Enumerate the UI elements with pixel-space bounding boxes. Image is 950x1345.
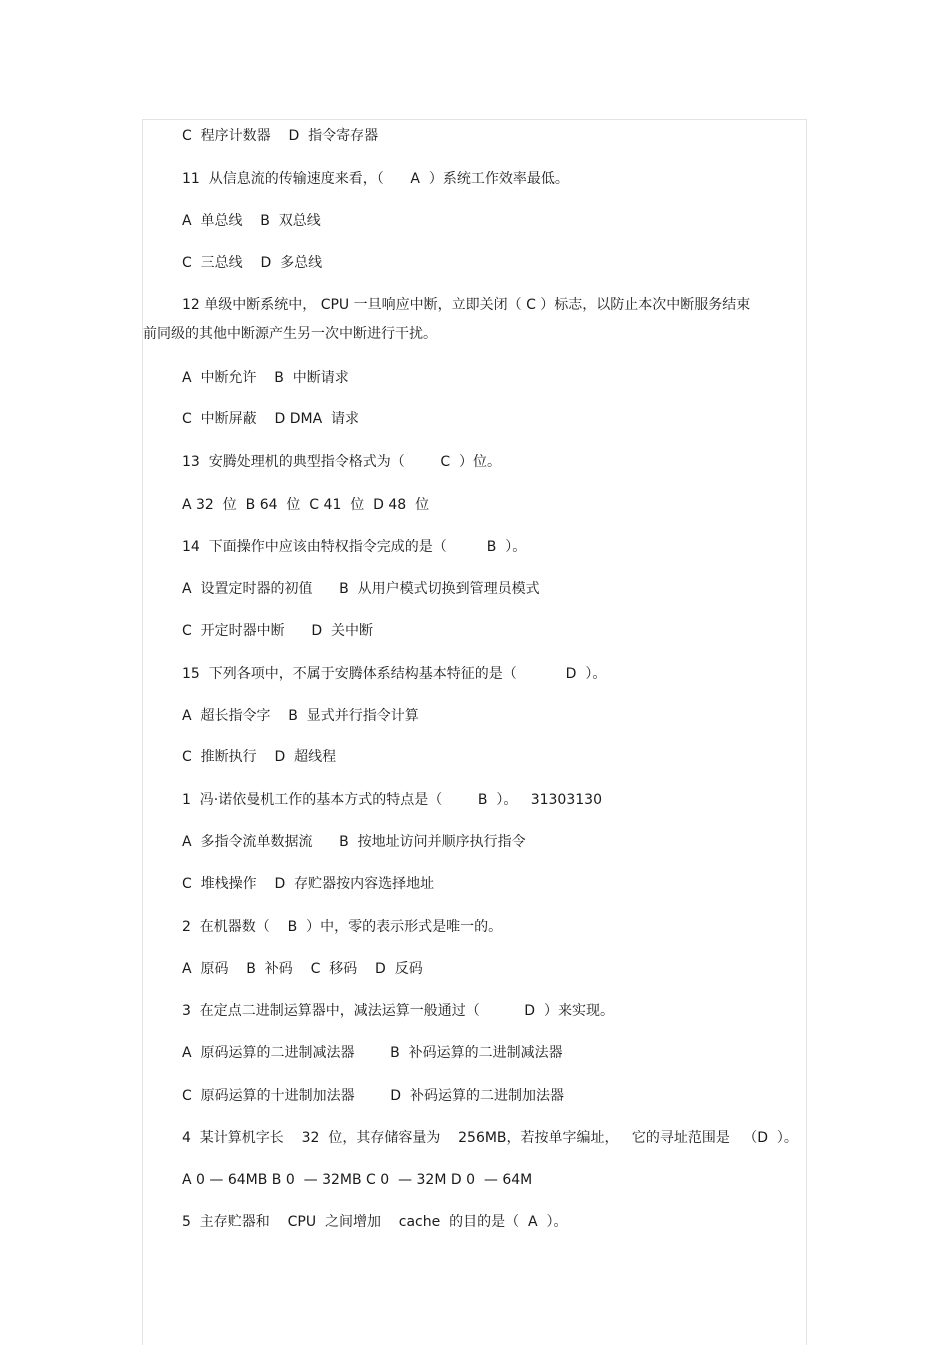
option-line: C 堆栈操作 D 存贮器按内容选择地址 <box>182 876 435 892</box>
option-line: A 32 位 B 64 位 C 41 位 D 48 位 <box>182 497 430 513</box>
question-line: 2 在机器数（ B ）中，零的表示形式是唯一的。 <box>182 919 503 935</box>
question-line: 11 从信息流的传输速度来看，（ A ）系统工作效率最低。 <box>182 171 569 187</box>
option-line: A 0 — 64MB B 0 — 32MB C 0 — 32M D 0 — 64M <box>182 1172 533 1188</box>
question-line: 3 在定点二进制运算器中，减法运算一般通过（ D ）来实现。 <box>182 1003 614 1019</box>
option-line: C 中断屏蔽 D DMA 请求 <box>182 411 360 427</box>
question-line: 1 冯·诺依曼机工作的基本方式的特点是（ B ）。 31303130 <box>182 792 602 808</box>
question-line: 4 某计算机字长 32 位，其存储容量为 256MB，若按单字编址， 它的寻址范围是 （D ）。 <box>182 1130 798 1146</box>
option-line: A 原码 B 补码 C 移码 D 反码 <box>182 961 423 977</box>
option-line: C 程序计数器 D 指令寄存器 <box>182 128 379 144</box>
option-line: C 推断执行 D 超线程 <box>182 749 337 765</box>
question-line: 14 下面操作中应该由特权指令完成的是（ B ）。 <box>182 539 527 555</box>
option-line: A 单总线 B 双总线 <box>182 213 321 229</box>
option-line: C 三总线 D 多总线 <box>182 255 323 271</box>
option-line: A 原码运算的二进制减法器 B 补码运算的二进制减法器 <box>182 1045 563 1061</box>
option-line: C 原码运算的十进制加法器 D 补码运算的二进制加法器 <box>182 1088 564 1104</box>
option-line: A 设置定时器的初值 B 从用户模式切换到管理员模式 <box>182 581 540 597</box>
question-line: 12 单级中断系统中， CPU 一旦响应中断，立即关闭（ C ）标志，以防止本次中断服务结束前同级的其他中断源产生另一次中断进行干扰。 <box>143 297 751 342</box>
option-line: C 开定时器中断 D 关中断 <box>182 623 374 639</box>
question-line: 15 下列各项中，不属于安腾体系结构基本特征的是（ D ）。 <box>182 666 607 682</box>
option-line: A 中断允许 B 中断请求 <box>182 370 349 386</box>
question-line: 13 安腾处理机的典型指令格式为（ C ）位。 <box>182 454 501 470</box>
option-line: A 超长指令字 B 显式并行指令计算 <box>182 708 419 724</box>
question-line: 5 主存贮器和 CPU 之间增加 cache 的目的是（ A ）。 <box>182 1214 568 1230</box>
option-line: A 多指令流单数据流 B 按地址访问并顺序执行指令 <box>182 834 526 850</box>
